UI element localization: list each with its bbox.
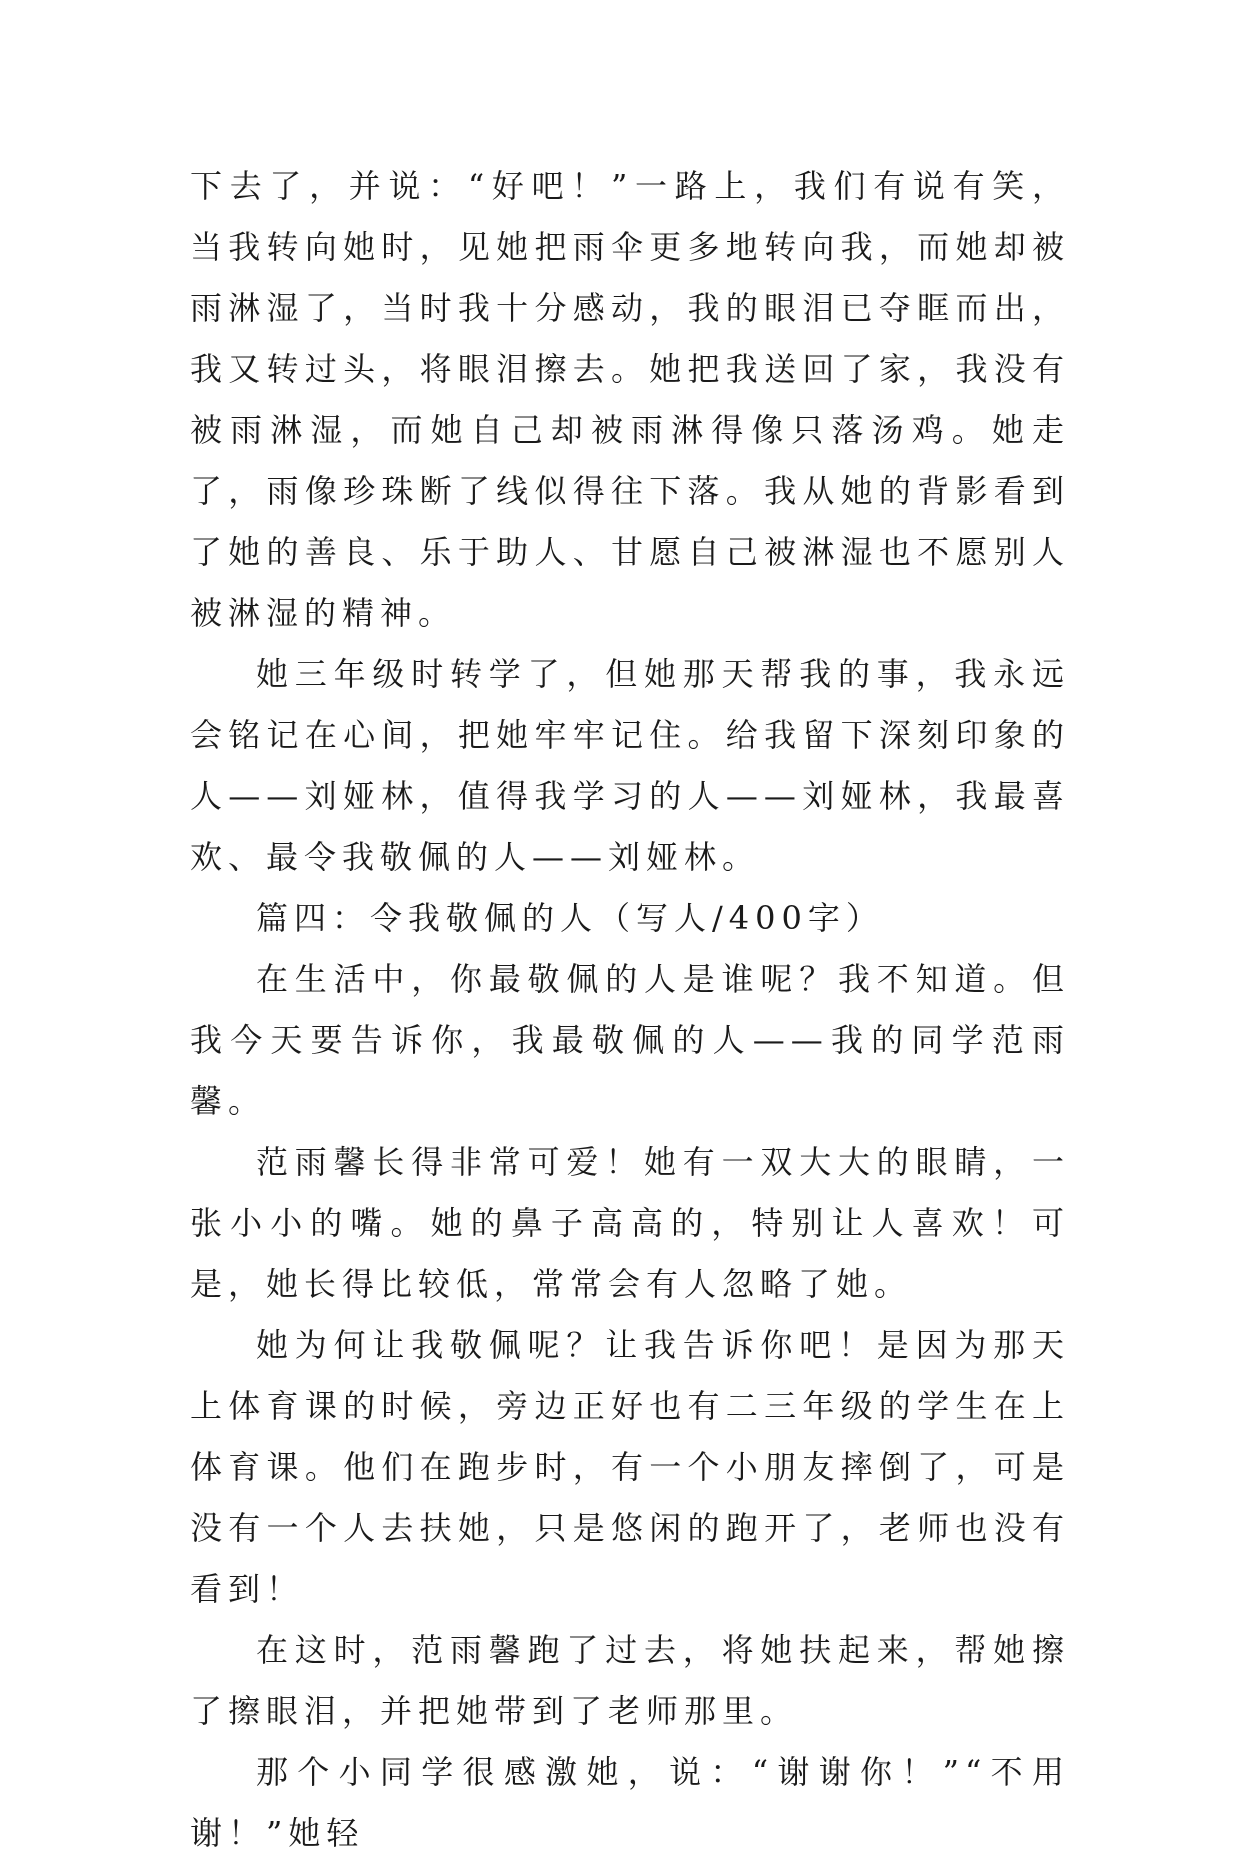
- paragraph: 那个小同学很感激她，说：“谢谢你！”“不用谢！”她轻: [190, 1753, 1070, 1852]
- paragraph: 范雨馨长得非常可爱！她有一双大大的眼睛，一张小小的嘴。她的鼻子高高的，特别让人喜欢！可是，她长得比较低，常常会有人忽略了她。: [190, 1143, 1070, 1303]
- paragraph: 在这时，范雨馨跑了过去，将她扶起来，帮她擦了擦眼泪，并把她带到了老师那里。: [190, 1631, 1070, 1730]
- section-heading: 篇四：令我敬佩的人（写人/400字）: [256, 899, 884, 937]
- paragraph: 在生活中，你最敬佩的人是谁呢？我不知道。但我今天要告诉你，我最敬佩的人——我的同学范雨馨。: [190, 960, 1070, 1120]
- paragraph: 下去了，并说：“好吧！”一路上，我们有说有笑，当我转向她时，见她把雨伞更多地转向我，而她却被雨淋湿了，当时我十分感动，我的眼泪已夺眶而出，我又转过头，将眼泪擦去。她把我送回了家，我没有被雨淋湿，而她自己却被雨淋得像只落汤鸡。她走了，雨像珍珠断了线似得往下落。我从她的背影看到了她的善良、乐于助人、甘愿自己被淋湿也不愿别人被淋湿的精神。: [190, 167, 1070, 632]
- paragraph: 她三年级时转学了，但她那天帮我的事，我永远会铭记在心间，把她牢牢记住。给我留下深刻印象的人——刘娅林，值得我学习的人——刘娅林，我最喜欢、最令我敬佩的人——刘娅林。: [190, 655, 1070, 876]
- paragraph: 她为何让我敬佩呢？让我告诉你吧！是因为那天上体育课的时候，旁边正好也有二三年级的学生在上体育课。他们在跑步时，有一个小朋友摔倒了，可是没有一个人去扶她，只是悠闲的跑开了，老师也没有看到！: [190, 1326, 1070, 1608]
- essay-body: [190, 156, 1070, 1864]
